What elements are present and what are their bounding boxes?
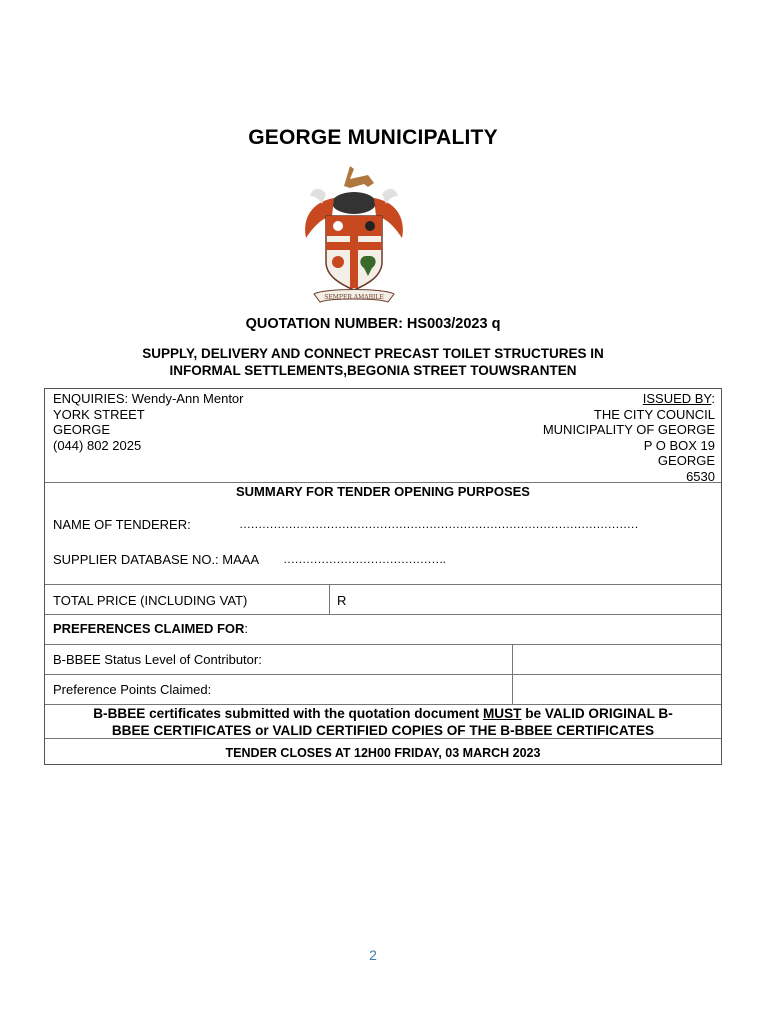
total-price-field[interactable]: R (337, 593, 347, 608)
certificates-text-1: B-BBEE certificates submitted with the quotation document (93, 706, 483, 721)
certificates-text-2: be VALID ORIGINAL B- (521, 706, 673, 721)
preferences-row (45, 614, 721, 615)
tender-summary-form (44, 388, 722, 765)
bbbee-level-field[interactable] (513, 645, 722, 674)
certificates-text-3: BBEE CERTIFICATES or VALID CERTIFIED COPIES OF THE B-BBEE CERTIFICATES (111, 723, 655, 738)
total-price-row (45, 584, 721, 585)
issued-by-po-box: P O BOX 19 (643, 437, 715, 453)
supplier-db-label: SUPPLIER DATABASE NO.: MAAA (53, 552, 260, 567)
summary-heading: SUMMARY FOR TENDER OPENING PURPOSES (236, 484, 530, 499)
issued-by-council: THE CITY COUNCIL (593, 406, 715, 422)
issued-by-municipality: MUNICIPALITY OF GEORGE (542, 422, 715, 438)
issued-by-colon: : (711, 391, 715, 406)
issued-by-block (543, 391, 715, 485)
coat-of-arms-icon (286, 158, 422, 308)
certificates-notice (45, 705, 721, 739)
preferences-label: PREFERENCES CLAIMED FOR (53, 621, 245, 636)
subject-line-2: INFORMAL SETTLEMENTS,BEGONIA STREET TOUWSRANTEN (169, 363, 577, 378)
tenderer-name-field[interactable]: …………………………………………………………………………………………… (239, 517, 639, 531)
enquiries-phone: (044) 802 2025 (53, 437, 142, 453)
tender-subject (0, 345, 746, 379)
preferences-colon: : (244, 621, 249, 636)
page-number: 2 (369, 947, 377, 963)
enquiries-block (53, 391, 244, 453)
subject-line-1: SUPPLY, DELIVERY AND CONNECT PRECAST TOILET STRUCTURES IN (142, 346, 604, 361)
preference-points-field[interactable] (513, 675, 722, 704)
enquiries-town: GEORGE (53, 422, 111, 438)
bbbee-level-label: B-BBEE Status Level of Contributor: (53, 652, 262, 667)
closing-row (45, 738, 721, 739)
certificates-must: MUST (482, 706, 522, 721)
tenderer-label: NAME OF TENDERER: (53, 517, 191, 532)
issued-by-label: ISSUED BY (642, 391, 712, 406)
enquiries-contact: ENQUIRIES: Wendy-Ann Mentor (53, 391, 244, 406)
preference-points-label: Preference Points Claimed: (53, 682, 212, 697)
supplier-db-field[interactable]: ……………………………………. (283, 552, 446, 566)
enquiries-street: YORK STREET (53, 406, 145, 422)
summary-divider (45, 482, 721, 483)
quotation-number: QUOTATION NUMBER: HS003/2023 q (245, 316, 501, 332)
total-price-divider (329, 584, 330, 614)
issued-by-postcode: 6530 (686, 468, 715, 484)
page-title: GEORGE MUNICIPALITY (248, 126, 498, 149)
total-price-label: TOTAL PRICE (INCLUDING VAT) (53, 593, 248, 608)
issued-by-town: GEORGE (657, 453, 715, 469)
tender-closing-date: TENDER CLOSES AT 12H00 FRIDAY, 03 MARCH 2023 (225, 746, 541, 760)
crest-motto: SEMPER AMABILE (324, 294, 384, 301)
